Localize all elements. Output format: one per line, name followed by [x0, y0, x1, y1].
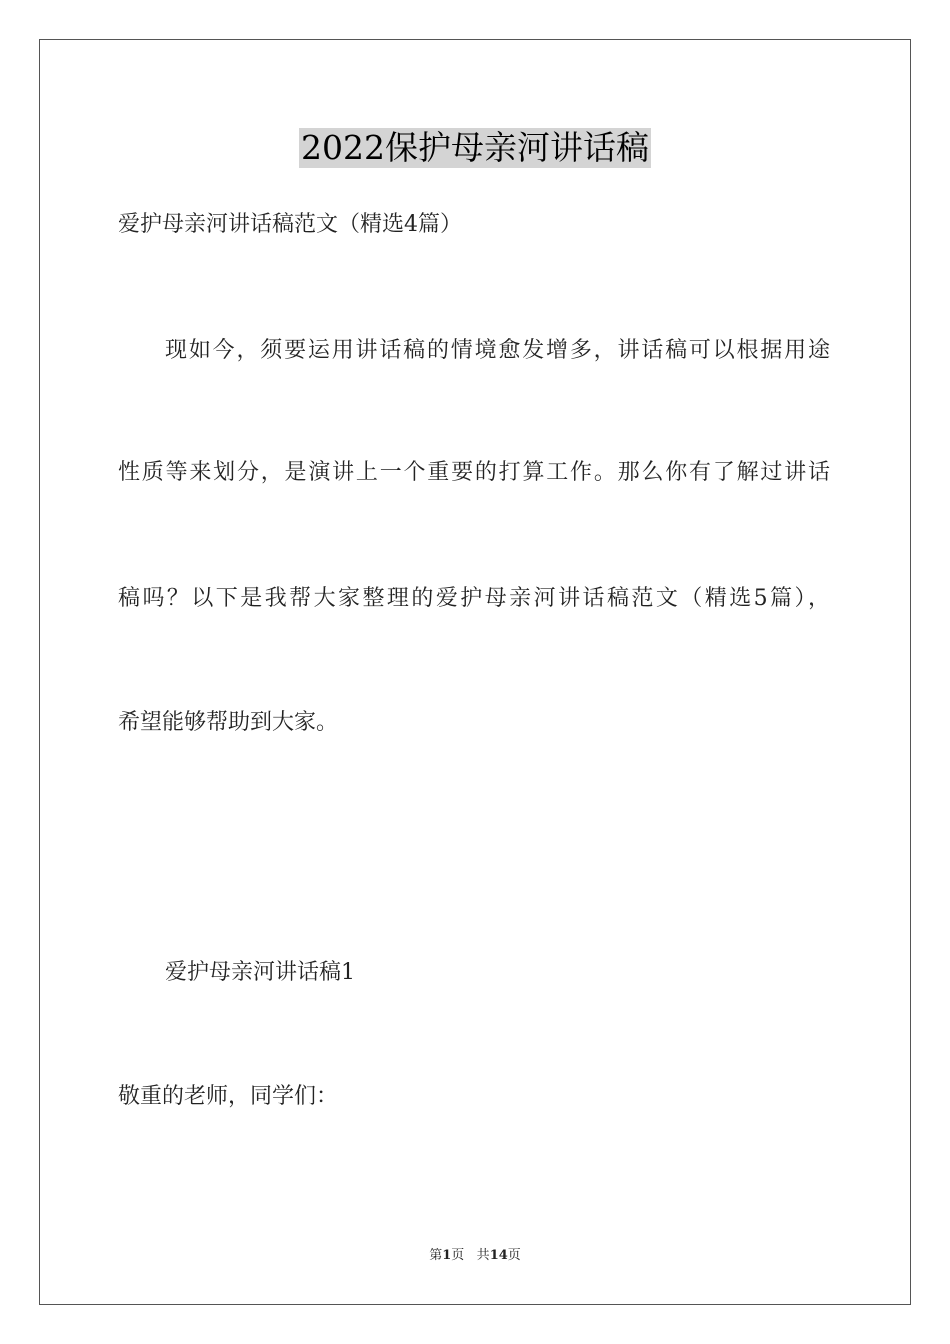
- footer-page-number: 1: [442, 1248, 452, 1263]
- footer-total-suffix: 页: [507, 1248, 521, 1263]
- paragraph-line-1: 现如今，须要运用讲话稿的情境愈发增多，讲话稿可以根据用途: [165, 338, 830, 363]
- footer-page-suffix: 页: [451, 1248, 465, 1263]
- document-title: 2022保护母亲河讲话稿: [301, 128, 649, 167]
- footer-total-prefix: 共: [476, 1248, 490, 1263]
- section-heading: 爱护母亲河讲话稿1: [165, 960, 355, 985]
- footer-page-prefix: 第: [429, 1248, 443, 1263]
- page-footer: [0, 1248, 950, 1264]
- paragraph-line-2: 性质等来划分，是演讲上一个重要的打算工作。那么你有了解过讲话: [118, 460, 830, 485]
- salutation: 敬重的老师，同学们：: [118, 1084, 339, 1109]
- paragraph-line-3: 稿吗？以下是我帮大家整理的爱护母亲河讲话稿范文（精选5篇），: [118, 586, 830, 611]
- document-subtitle: 爱护母亲河讲话稿范文（精选4篇）: [118, 212, 462, 237]
- paragraph-line-4: 希望能够帮助到大家。: [118, 710, 339, 735]
- title-container: [0, 128, 950, 168]
- footer-total-pages: 14: [489, 1248, 508, 1263]
